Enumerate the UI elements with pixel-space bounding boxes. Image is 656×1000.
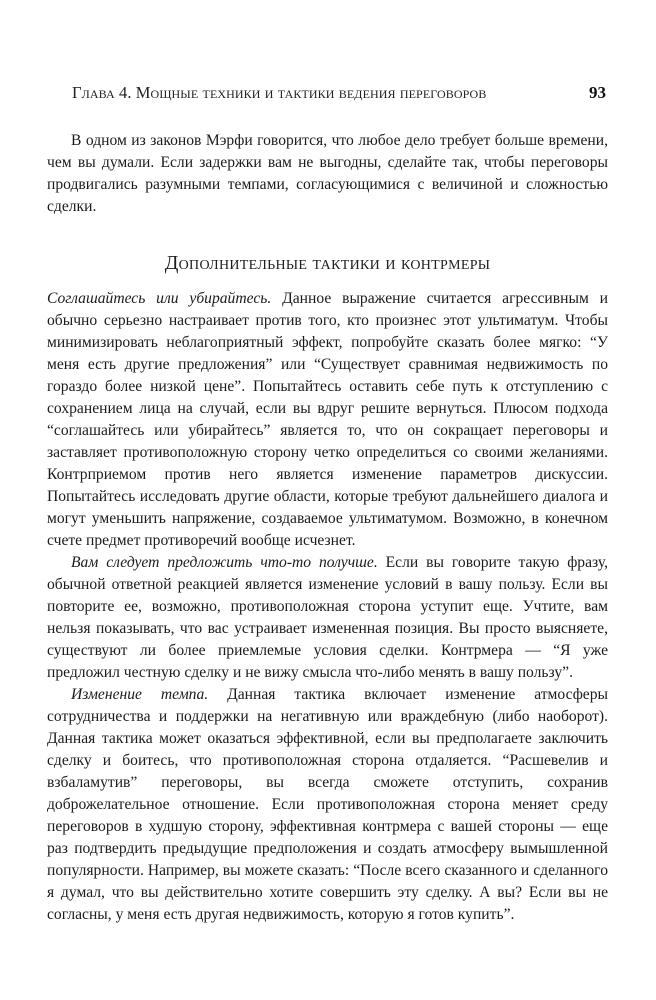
paragraph-text: Если вы говорите такую фразу, обычной ответной реакцией является изменение условий в вашу пользу. Если вы повторите ее, возможно, противоположная сторона уступит еще. Учтите, вам нельзя показывать, что вас устраивает измененная позиция. Вы просто выясняете, существуют ли более приемлемые условия сделки. Контрмера — “Я уже предложил честную сделку и не вижу смысла что-либо менять в вашу пользу”. [47,554,608,681]
page-number: 93 [589,83,606,102]
paragraph-lead: Изменение темпа. [71,686,209,703]
paragraph-take-it-or-leave-it [47,288,608,552]
page-content [47,130,608,926]
paragraph-lead: Вам следует предложить что-то получше. [71,554,378,571]
running-title: Глава 4. Мощные техники и тактики ведения переговоров [72,83,487,102]
paragraph-text: Данная тактика включает изменение атмосферы сотрудничества и поддержки на негативную или враждебную (либо наоборот). Данная тактика может оказаться эффективной, если вы предполагаете заключить сделку и боитесь, что противоположная сторона отдаляется. “Расшевелив и взбаламутив” переговоры, вы всегда сможете отступить, сохранив доброжелательное отношение. Если противоположная сторона меняет среду переговоров в худшую сторону, эффективная контрмера с вашей стороны — еще раз подтвердить предыдущие предположения и создать атмосферу вымышленной популярности. Например, вы можете сказать: “После всего сказанного и сделанного я думал, что вы действительно хотите совершить эту сделку. А вы? Если вы не согласны, у меня есть другая недвижимость, которую я готов купить”. [47,686,609,923]
intro-paragraph: В одном из законов Мэрфи говорится, что любое дело требует больше времени, чем вы думали. Если задержки вам не выгодны, сделайте так, чтобы переговоры продвигались разумными темпами, согласующимися с величиной и сложностью сделки. [47,132,608,215]
paragraph-lead: Соглашайтесь или убирайтесь. [47,290,272,307]
section-heading: Дополнительные тактики и контрмеры [164,252,491,274]
paragraph-text: Данное выражение считается агрессивным и обычно серьезно настраивает против того, кто произнес этот ультиматум. Чтобы минимизировать неблагоприятный эффект, попробуйте сказать более мягко: “У меня есть другие предложения” или “Существует сравнимая недвижимость по гораздо более низкой цене”. Попытайтесь оставить себе путь к отступлению с сохранением лица на случай, если вы вдруг решите вернуться. Плюсом подхода “соглашайтесь или убирайтесь” является то, что он сокращает переговоры и заставляет противоположную сторону четко определиться со своими желаниями. Контрприемом против него является изменение параметров дискуссии. Попытайтесь исследовать другие области, которые требуют дальнейшего диалога и могут уменьшить напряжение, создаваемое ультиматумом. Возможно, в конечном счете предмет противоречий вообще исчезнет. [47,290,608,549]
paragraph-offer-better [47,552,608,684]
running-header [72,83,606,109]
paragraph-change-of-pace [47,684,608,926]
